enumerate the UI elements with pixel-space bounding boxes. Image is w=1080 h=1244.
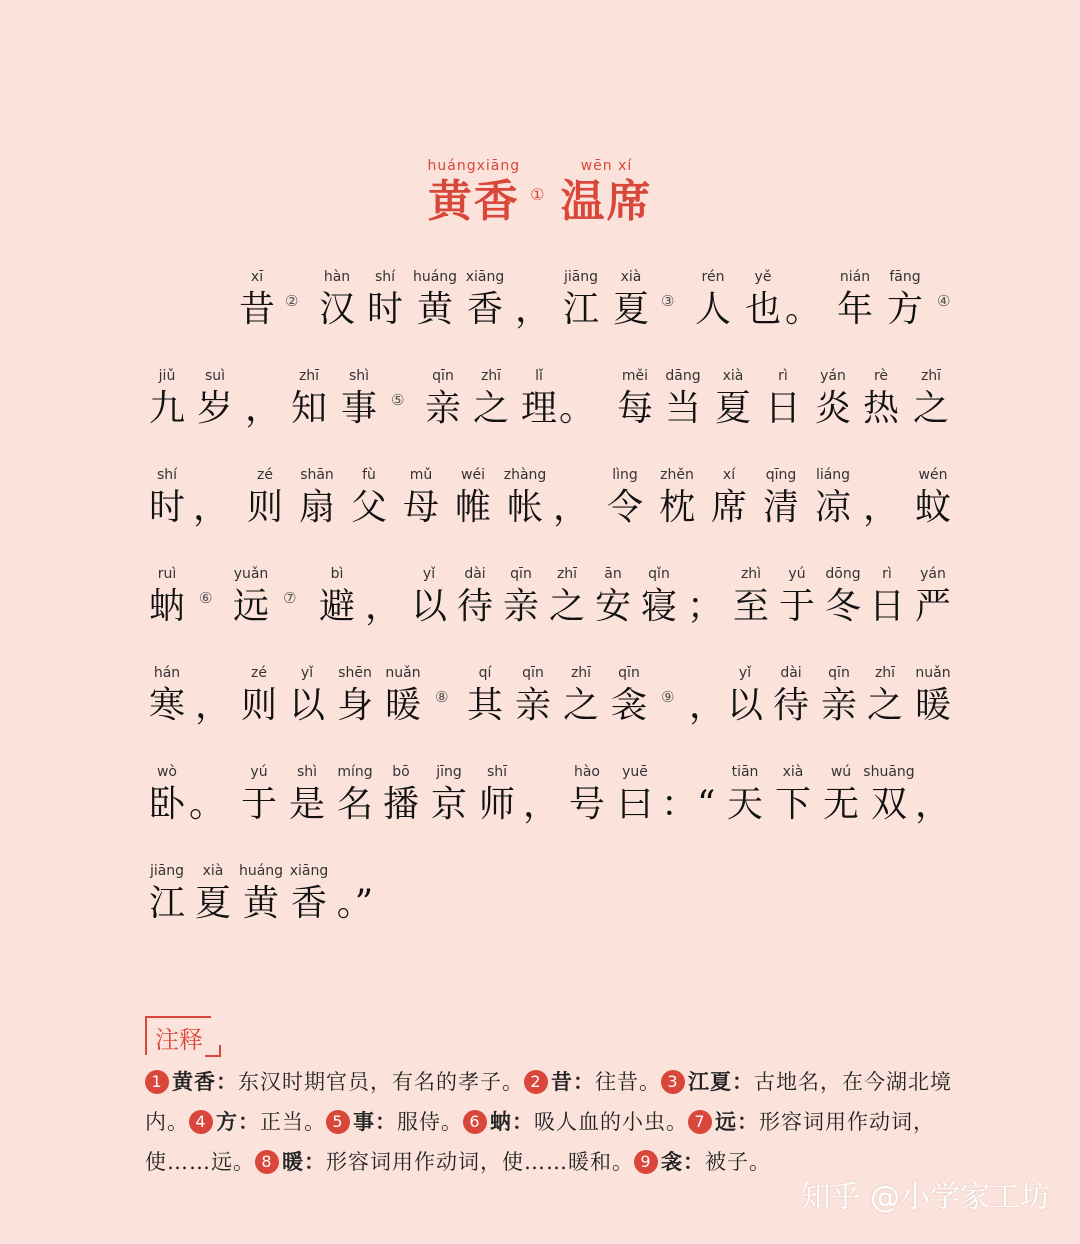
pinyin: xià [782, 764, 804, 780]
pinyin: qīn [510, 566, 532, 582]
passage-line [145, 464, 955, 536]
note-number: 5 [326, 1110, 350, 1134]
note-mark: ⑧ [435, 688, 449, 706]
hanzi: 父 [350, 487, 387, 528]
pinyin: qīng [765, 467, 797, 483]
note-separator: ： [375, 1109, 397, 1134]
title [0, 158, 1080, 226]
hanzi: 师 [478, 784, 515, 825]
title-word-2-pinyin: wēn xí [580, 158, 633, 174]
hanzi: 方 [886, 289, 923, 330]
note-number: 6 [463, 1110, 487, 1134]
pinyin: měi [621, 368, 649, 384]
hanzi: 远 [232, 586, 269, 627]
pinyin: zé [257, 467, 273, 483]
note-term: 暖 [282, 1149, 304, 1174]
pinyin: rì [778, 368, 788, 384]
hanzi: 播 [382, 784, 419, 825]
note-term: 远 [715, 1109, 737, 1134]
pinyin: jīng [436, 764, 462, 780]
pinyin: nuǎn [385, 665, 421, 681]
pinyin: qǐn [648, 566, 670, 582]
note-mark: ③ [661, 292, 675, 310]
hanzi: 蚊 [914, 487, 951, 528]
note-term: 江夏 [688, 1069, 732, 1094]
pinyin: yě [754, 269, 772, 285]
note-text: 形容词用作动词，使……暖和。 [326, 1150, 634, 1174]
pinyin: yǐ [300, 665, 314, 681]
hanzi: 理 [520, 388, 557, 429]
hanzi: 黄 [416, 289, 453, 330]
passage-line [145, 662, 955, 734]
pinyin: yú [250, 764, 268, 780]
pinyin: qí [478, 665, 492, 681]
watermark: 知乎 @小学家工坊 [800, 1180, 1050, 1215]
pinyin: rén [701, 269, 725, 285]
character [609, 266, 653, 332]
title-word-2-text: 温席 [560, 176, 653, 227]
hanzi: 令 [606, 487, 643, 528]
hanzi: ， [914, 784, 951, 825]
note-text: 往昔。 [595, 1070, 661, 1094]
hanzi: 帷 [454, 487, 491, 528]
hanzi: 扇 [298, 487, 335, 528]
hanzi: 。 [784, 289, 821, 330]
note-term: 衾 [661, 1149, 683, 1174]
pinyin: hàn [323, 269, 351, 285]
pinyin: shēn [338, 665, 372, 681]
hanzi: 天 [726, 784, 763, 825]
character [333, 860, 377, 926]
pinyin: shuāng [863, 764, 915, 780]
hanzi: 蚋 [148, 586, 185, 627]
note-number: 3 [661, 1070, 685, 1094]
hanzi: 身 [336, 685, 373, 726]
pinyin: fāng [889, 269, 921, 285]
hanzi: 待 [456, 586, 493, 627]
note-separator: ： [573, 1069, 595, 1094]
character [607, 662, 651, 728]
note-term: 事 [353, 1109, 375, 1134]
note-item [463, 1110, 688, 1134]
pinyin: shí [156, 467, 178, 483]
hanzi: 京 [430, 784, 467, 825]
pinyin: zhī [556, 566, 578, 582]
hanzi: ， [522, 784, 559, 825]
hanzi: 也 [744, 289, 781, 330]
hanzi: 昔 [238, 289, 275, 330]
hanzi: 夏 [714, 388, 751, 429]
hanzi: 日 [764, 388, 801, 429]
pinyin: shí [374, 269, 396, 285]
hanzi: 暖 [384, 685, 421, 726]
note-text: 被子。 [705, 1150, 771, 1174]
hanzi: 江 [562, 289, 599, 330]
hanzi: ， [862, 487, 899, 528]
hanzi: 安 [594, 586, 631, 627]
note-item [524, 1070, 661, 1094]
hanzi: 则 [240, 685, 277, 726]
pinyin: zhī [480, 368, 502, 384]
notes-heading: 注释 [145, 1016, 211, 1055]
passage-line [145, 266, 955, 338]
pinyin: jiāng [149, 863, 185, 879]
hanzi: 以 [410, 586, 447, 627]
note-item [145, 1070, 524, 1094]
hanzi: 于 [778, 586, 815, 627]
note-text: 服侍。 [397, 1110, 463, 1134]
note-mark: ⑥ [199, 589, 213, 607]
note-mark: ⑤ [391, 391, 405, 409]
hanzi: 香 [466, 289, 503, 330]
hanzi: 母 [402, 487, 439, 528]
hanzi: 凉 [814, 487, 851, 528]
pinyin: jiǔ [158, 368, 176, 384]
character [911, 464, 955, 530]
pinyin [891, 761, 975, 783]
hanzi: 枕 [658, 487, 695, 528]
title-word-1-text: 黄香 [427, 176, 520, 227]
hanzi: 衾 [610, 685, 647, 726]
character [381, 662, 425, 728]
hanzi: 以 [726, 685, 763, 726]
hanzi: 帐 [506, 487, 543, 528]
hanzi: ； [686, 586, 723, 627]
note-mark: ④ [937, 292, 951, 310]
hanzi: 亲 [820, 685, 857, 726]
character [911, 662, 955, 728]
note-item [189, 1110, 326, 1134]
note-text: 古地名，在今湖北境内。 [145, 1070, 952, 1134]
hanzi: 知 [290, 388, 327, 429]
pinyin: zhěn [660, 467, 694, 483]
note-mark: ⑨ [661, 688, 675, 706]
note-number: 4 [189, 1110, 213, 1134]
character [661, 761, 716, 827]
title-word-1-pinyin: huángxiāng [427, 158, 521, 174]
pinyin: wéi [461, 467, 485, 483]
hanzi: 。” [336, 883, 374, 924]
pinyin: huáng [238, 863, 284, 879]
pinyin: bì [330, 566, 344, 582]
title-note-mark: ① [530, 185, 545, 204]
note-separator: ： [216, 1069, 238, 1094]
character [911, 761, 955, 827]
note-term: 昔 [551, 1069, 573, 1094]
pinyin: ān [604, 566, 622, 582]
pinyin: lǐ [535, 368, 543, 384]
hanzi: 亲 [424, 388, 461, 429]
pinyin: yán [920, 566, 946, 582]
note-separator: ： [304, 1149, 326, 1174]
passage-line [145, 761, 955, 833]
hanzi: 寒 [148, 685, 185, 726]
note-term: 方 [216, 1109, 238, 1134]
hanzi: ， [688, 685, 725, 726]
character [229, 563, 273, 629]
pinyin: hán [153, 665, 181, 681]
hanzi: 于 [240, 784, 277, 825]
pinyin: xí [722, 467, 736, 483]
pinyin: wú [830, 764, 852, 780]
pinyin: yǐ [422, 566, 436, 582]
pinyin: dài [464, 566, 486, 582]
hanzi: 热 [862, 388, 899, 429]
pinyin: tiān [731, 764, 759, 780]
title-word-1 [428, 158, 521, 226]
pinyin: xiāng [465, 269, 505, 285]
hanzi: 每 [616, 388, 653, 429]
note-text: 东汉时期官员，有名的孝子。 [238, 1070, 524, 1094]
note-number: 1 [145, 1070, 169, 1094]
note-item [326, 1110, 463, 1134]
hanzi: 暖 [914, 685, 951, 726]
notes-list [145, 1062, 965, 1182]
pinyin: xià [202, 863, 224, 879]
note-number: 9 [634, 1150, 658, 1174]
pinyin: shì [296, 764, 318, 780]
pinyin: yú [788, 566, 806, 582]
pinyin: rè [873, 368, 889, 384]
hanzi: 下 [774, 784, 811, 825]
pinyin: wò [156, 764, 177, 780]
note-mark: ⑦ [283, 589, 297, 607]
character [145, 563, 189, 629]
pinyin: dōng [825, 566, 861, 582]
pinyin: nuǎn [915, 665, 951, 681]
hanzi: 之 [548, 586, 585, 627]
pinyin: qīn [618, 665, 640, 681]
pinyin: xià [620, 269, 642, 285]
hanzi: 席 [710, 487, 747, 528]
hanzi: 无 [822, 784, 859, 825]
hanzi: 炎 [814, 388, 851, 429]
pinyin: zhī [920, 368, 942, 384]
pinyin: míng [337, 764, 373, 780]
pinyin: dài [780, 665, 802, 681]
character [235, 266, 279, 332]
pinyin: qīn [432, 368, 454, 384]
hanzi: 江 [148, 883, 185, 924]
hanzi: 其 [466, 685, 503, 726]
note-separator: ： [732, 1069, 754, 1094]
title-word-2 [560, 158, 652, 226]
pinyin: suì [204, 368, 226, 384]
character [337, 365, 381, 431]
pinyin: xiāng [289, 863, 329, 879]
hanzi: 时 [148, 487, 185, 528]
pinyin: lìng [612, 467, 638, 483]
note-separator: ： [737, 1109, 759, 1134]
note-text: 吸人血的小虫。 [534, 1110, 688, 1134]
note-separator: ： [238, 1109, 260, 1134]
hanzi: ， [194, 685, 231, 726]
hanzi: 号 [568, 784, 605, 825]
hanzi: 之 [866, 685, 903, 726]
hanzi: 至 [732, 586, 769, 627]
hanzi: 是 [288, 784, 325, 825]
pinyin: xià [722, 368, 744, 384]
note-term: 黄香 [172, 1069, 216, 1094]
note-item [634, 1150, 771, 1174]
note-mark: ② [285, 292, 299, 310]
passage-line [145, 860, 955, 932]
hanzi: 夏 [194, 883, 231, 924]
pinyin: ruì [157, 566, 177, 582]
hanzi: 亲 [502, 586, 539, 627]
hanzi: 事 [340, 388, 377, 429]
hanzi: 夏 [612, 289, 649, 330]
pinyin: zhàng [503, 467, 547, 483]
hanzi: 当 [664, 388, 701, 429]
pinyin: dāng [665, 368, 701, 384]
hanzi: 卧 [148, 784, 185, 825]
pinyin: qīn [828, 665, 850, 681]
hanzi: 双 [870, 784, 907, 825]
note-text: 正当。 [260, 1110, 326, 1134]
hanzi: 之 [562, 685, 599, 726]
hanzi: 待 [772, 685, 809, 726]
pinyin: liáng [815, 467, 851, 483]
character [883, 266, 927, 332]
pinyin: fù [362, 467, 376, 483]
hanzi: 九 [148, 388, 185, 429]
hanzi: ， [514, 289, 551, 330]
pinyin: zé [251, 665, 267, 681]
note-number: 7 [688, 1110, 712, 1134]
pinyin: xī [250, 269, 264, 285]
pinyin: shī [486, 764, 508, 780]
note-text: 形容词用作动词，使……远。 [145, 1110, 935, 1174]
note-item [255, 1150, 634, 1174]
pinyin: yuǎn [233, 566, 269, 582]
hanzi: 日 [868, 586, 905, 627]
hanzi: 。 [558, 388, 595, 429]
hanzi: 清 [762, 487, 799, 528]
hanzi: ， [364, 586, 401, 627]
hanzi: ， [192, 487, 229, 528]
hanzi: 年 [836, 289, 873, 330]
character [909, 365, 953, 431]
pinyin: shān [300, 467, 334, 483]
note-number: 8 [255, 1150, 279, 1174]
hanzi: 岁 [196, 388, 233, 429]
pinyin: yán [820, 368, 846, 384]
note-separator: ： [683, 1149, 705, 1174]
hanzi: 汉 [318, 289, 355, 330]
pinyin: jiāng [563, 269, 599, 285]
hanzi: 之 [912, 388, 949, 429]
hanzi: 香 [290, 883, 327, 924]
hanzi: ， [244, 388, 281, 429]
pinyin: yuē [622, 764, 648, 780]
pinyin: zhī [874, 665, 896, 681]
note-separator: ： [512, 1109, 534, 1134]
pinyin: zhī [298, 368, 320, 384]
pinyin: wén [918, 467, 948, 483]
note-number: 2 [524, 1070, 548, 1094]
pinyin: nián [839, 269, 871, 285]
hanzi: ， [552, 487, 589, 528]
pinyin: zhī [570, 665, 592, 681]
passage-line [145, 563, 955, 635]
hanzi: 时 [366, 289, 403, 330]
hanzi: 严 [914, 586, 951, 627]
hanzi: 。 [188, 784, 225, 825]
pinyin: bō [392, 764, 410, 780]
hanzi: 以 [288, 685, 325, 726]
hanzi: 避 [318, 586, 355, 627]
pinyin: shì [348, 368, 370, 384]
pinyin: qīn [522, 665, 544, 681]
pinyin: zhì [740, 566, 762, 582]
pinyin: hào [573, 764, 601, 780]
hanzi: 之 [472, 388, 509, 429]
character [911, 563, 955, 629]
pinyin [313, 860, 397, 882]
hanzi: 曰 [616, 784, 653, 825]
pinyin: huáng [412, 269, 458, 285]
hanzi: 亲 [514, 685, 551, 726]
hanzi: 名 [336, 784, 373, 825]
hanzi: 人 [694, 289, 731, 330]
hanzi: 冬 [824, 586, 861, 627]
hanzi: ：“ [661, 784, 716, 825]
pinyin: yǐ [738, 665, 752, 681]
pinyin: mǔ [409, 467, 433, 483]
hanzi: 则 [246, 487, 283, 528]
hanzi: 寝 [640, 586, 677, 627]
note-term: 蚋 [490, 1109, 512, 1134]
passage-line [145, 365, 955, 437]
hanzi: 黄 [242, 883, 279, 924]
pinyin: rì [882, 566, 892, 582]
